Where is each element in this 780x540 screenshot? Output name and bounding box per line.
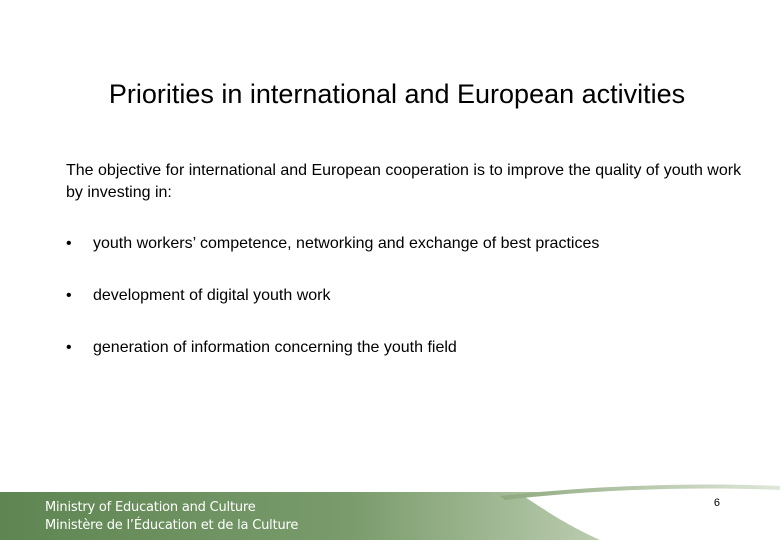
list-item [66,337,756,389]
page-number: 6 [713,497,720,509]
ministry-name-french: Ministère de l’Éducation et de la Culture [45,518,299,533]
intro-paragraph: The objective for international and European cooperation is to improve the quality of youth work by investing in: [66,162,742,201]
bullet-icon: • [66,339,72,356]
list-item-text: youth workers’ competence, networking and exchange of best practices [93,235,600,252]
priority-list [66,233,756,389]
bullet-icon: • [66,235,72,252]
ministry-footer-band [0,482,780,540]
list-item [66,233,756,285]
slide-title: Priorities in international and European activities [108,79,686,109]
list-item [66,285,756,337]
list-item-text: development of digital youth work [93,287,331,304]
list-item-text: generation of information concerning the youth field [93,339,457,356]
bullet-icon: • [66,287,72,304]
ministry-name-english: Ministry of Education and Culture [45,500,256,515]
